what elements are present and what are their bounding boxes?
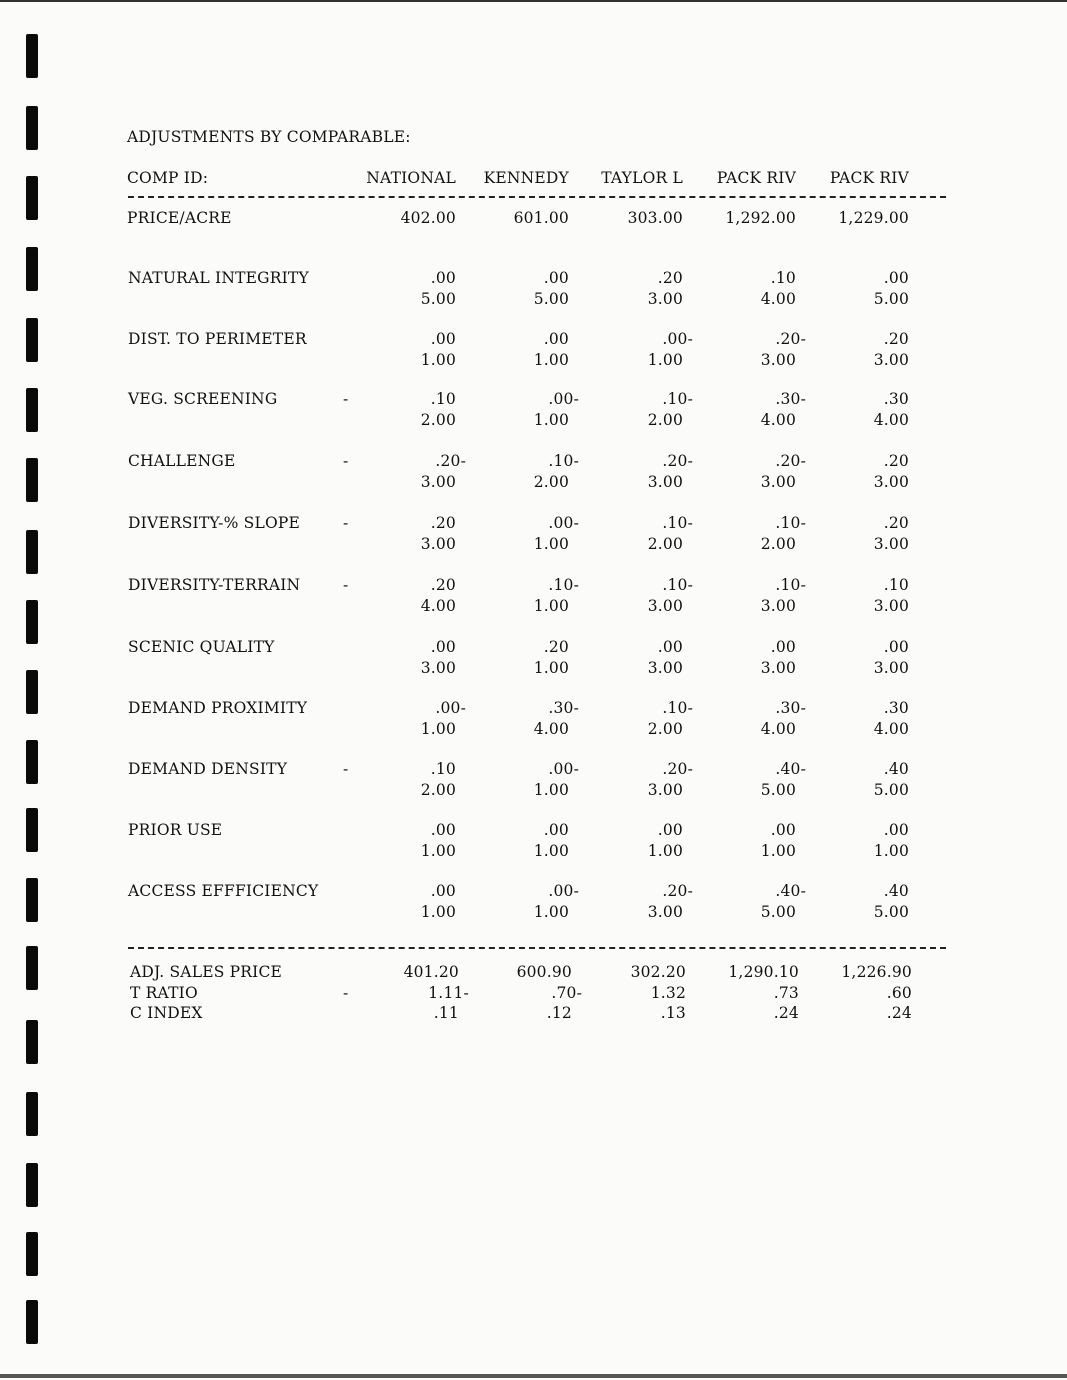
rating-value: 1.00 <box>533 535 569 553</box>
rating-value: 5.00 <box>873 903 909 921</box>
adjustment-value: .00- <box>548 760 579 778</box>
row-sign: - <box>343 390 349 408</box>
rating-value: 1.00 <box>420 720 456 738</box>
adjustment-value: .00 <box>770 638 796 656</box>
header-rule <box>128 196 946 198</box>
price-cell: 303.00 <box>627 209 683 227</box>
adjustment-value: .00 <box>883 269 909 287</box>
binding-hole-mark <box>26 176 38 220</box>
rating-value: 1.00 <box>533 842 569 860</box>
adjustment-value: .20 <box>430 576 456 594</box>
rating-value: 3.00 <box>873 597 909 615</box>
binding-hole-mark <box>26 740 38 784</box>
document-heading: ADJUSTMENTS BY COMPARABLE: <box>127 128 411 146</box>
rating-value: 1.00 <box>533 781 569 799</box>
adjustment-value: .40 <box>883 760 909 778</box>
binding-hole-mark <box>26 318 38 362</box>
row-label: DIVERSITY-% SLOPE <box>128 514 300 532</box>
summary-value: .60 <box>886 984 912 1002</box>
adjustment-value: .20 <box>883 330 909 348</box>
summary-label: ADJ. SALES PRICE <box>130 963 283 981</box>
adjustment-value: .00- <box>435 699 466 717</box>
rating-value: 3.00 <box>420 473 456 491</box>
adjustment-value: .00- <box>548 514 579 532</box>
rating-value: 2.00 <box>647 535 683 553</box>
adjustment-value: .10- <box>662 390 693 408</box>
summary-label: C INDEX <box>130 1004 203 1022</box>
binding-hole-mark <box>26 600 38 644</box>
rating-value: 3.00 <box>760 597 796 615</box>
rating-value: 2.00 <box>533 473 569 491</box>
row-label: ACCESS EFFFICIENCY <box>128 882 319 900</box>
rating-value: 1.00 <box>533 903 569 921</box>
adjustment-value: .10- <box>662 699 693 717</box>
summary-value: 1.32 <box>650 984 686 1002</box>
rating-value: 3.00 <box>647 473 683 491</box>
adjustment-value: .10- <box>548 452 579 470</box>
row-label: SCENIC QUALITY <box>128 638 275 656</box>
summary-value: 1,226.90 <box>841 963 912 981</box>
binding-hole-mark <box>26 1232 38 1276</box>
rating-value: 5.00 <box>760 781 796 799</box>
rating-value: 4.00 <box>760 411 796 429</box>
summary-value: .13 <box>660 1004 686 1022</box>
adjustment-value: .10- <box>548 576 579 594</box>
adjustment-value: .20- <box>662 452 693 470</box>
binding-hole-mark <box>26 878 38 922</box>
rating-value: 1.00 <box>647 842 683 860</box>
rating-value: 1.00 <box>533 597 569 615</box>
row-label: VEG. SCREENING <box>128 390 278 408</box>
rating-value: 5.00 <box>873 290 909 308</box>
adjustment-value: .00 <box>430 269 456 287</box>
summary-value: .11 <box>433 1004 459 1022</box>
adjustment-value: .00 <box>430 882 456 900</box>
rating-value: 3.00 <box>647 597 683 615</box>
row-label: DEMAND DENSITY <box>128 760 288 778</box>
rating-value: 5.00 <box>760 903 796 921</box>
row-sign: - <box>343 760 349 778</box>
price-cell: 1,292.00 <box>725 209 796 227</box>
adjustment-value: .00 <box>430 821 456 839</box>
row-label: NATURAL INTEGRITY <box>128 269 309 287</box>
adjustment-value: .00- <box>662 330 693 348</box>
summary-value: 401.20 <box>403 963 459 981</box>
rating-value: 3.00 <box>647 290 683 308</box>
rating-value: 1.00 <box>420 351 456 369</box>
rating-value: 2.00 <box>647 720 683 738</box>
summary-sign: - <box>343 984 349 1002</box>
binding-hole-mark <box>26 388 38 432</box>
summary-rule <box>128 947 946 949</box>
adjustment-value: .00- <box>548 882 579 900</box>
adjustment-value: .10 <box>430 760 456 778</box>
adjustment-value: .10- <box>662 576 693 594</box>
summary-value: .24 <box>886 1004 912 1022</box>
rating-value: 2.00 <box>420 411 456 429</box>
rating-value: 3.00 <box>647 659 683 677</box>
column-header: KENNEDY <box>483 169 569 187</box>
page-top-edge <box>0 0 1067 2</box>
rating-value: 1.00 <box>420 842 456 860</box>
summary-value: 1.11- <box>428 984 469 1002</box>
adjustment-value: .10 <box>883 576 909 594</box>
adjustment-value: .00 <box>543 821 569 839</box>
adjustment-value: .00 <box>430 330 456 348</box>
rating-value: 3.00 <box>873 351 909 369</box>
row-label: DIVERSITY-TERRAIN <box>128 576 301 594</box>
rating-value: 3.00 <box>760 659 796 677</box>
adjustment-value: .00 <box>430 638 456 656</box>
binding-hole-mark <box>26 670 38 714</box>
price-per-acre-label: PRICE/ACRE <box>127 209 232 227</box>
row-sign: - <box>343 452 349 470</box>
summary-value: .12 <box>546 1004 572 1022</box>
adjustment-value: .40 <box>883 882 909 900</box>
binding-hole-mark <box>26 808 38 852</box>
adjustment-value: .40- <box>775 760 806 778</box>
adjustment-value: .20- <box>662 760 693 778</box>
binding-hole-mark <box>26 530 38 574</box>
adjustment-value: .10 <box>770 269 796 287</box>
summary-value: .70- <box>551 984 582 1002</box>
adjustment-value: .40- <box>775 882 806 900</box>
rating-value: 5.00 <box>533 290 569 308</box>
price-cell: 402.00 <box>400 209 456 227</box>
adjustment-value: .00- <box>548 390 579 408</box>
summary-label: T RATIO <box>130 984 198 1002</box>
rating-value: 4.00 <box>873 720 909 738</box>
summary-value: 302.20 <box>630 963 686 981</box>
summary-value: 1,290.10 <box>728 963 799 981</box>
adjustment-value: .20- <box>775 330 806 348</box>
price-cell: 601.00 <box>513 209 569 227</box>
binding-hole-mark <box>26 106 38 150</box>
summary-value: 600.90 <box>516 963 572 981</box>
adjustment-value: .10 <box>430 390 456 408</box>
adjustment-value: .20 <box>883 514 909 532</box>
binding-hole-mark <box>26 1163 38 1207</box>
rating-value: 1.00 <box>647 351 683 369</box>
adjustment-value: .30- <box>775 699 806 717</box>
rating-value: 3.00 <box>420 659 456 677</box>
summary-value: .24 <box>773 1004 799 1022</box>
adjustment-value: .20- <box>435 452 466 470</box>
binding-hole-mark <box>26 247 38 291</box>
rating-value: 3.00 <box>873 473 909 491</box>
rating-value: 4.00 <box>760 290 796 308</box>
binding-hole-mark <box>26 946 38 990</box>
binding-hole-mark <box>26 458 38 502</box>
adjustment-value: .10- <box>775 514 806 532</box>
column-header: NATIONAL <box>366 169 456 187</box>
adjustment-value: .00 <box>657 638 683 656</box>
rating-value: 1.00 <box>873 842 909 860</box>
binding-hole-mark <box>26 1020 38 1064</box>
rating-value: 3.00 <box>420 535 456 553</box>
column-header: PACK RIV <box>716 169 796 187</box>
rating-value: 3.00 <box>873 659 909 677</box>
adjustment-value: .00 <box>770 821 796 839</box>
rating-value: 2.00 <box>647 411 683 429</box>
adjustment-value: .00 <box>883 638 909 656</box>
adjustment-value: .00 <box>543 330 569 348</box>
rating-value: 1.00 <box>533 659 569 677</box>
adjustment-value: .10- <box>662 514 693 532</box>
rating-value: 3.00 <box>647 781 683 799</box>
row-sign: - <box>343 514 349 532</box>
adjustment-value: .00 <box>883 821 909 839</box>
binding-hole-mark <box>26 1092 38 1136</box>
adjustment-value: .30- <box>775 390 806 408</box>
binding-hole-mark <box>26 1300 38 1344</box>
rating-value: 5.00 <box>420 290 456 308</box>
column-header: PACK RIV <box>829 169 909 187</box>
rating-value: 3.00 <box>873 535 909 553</box>
price-cell: 1,229.00 <box>838 209 909 227</box>
rating-value: 2.00 <box>420 781 456 799</box>
adjustment-value: .30 <box>883 390 909 408</box>
adjustment-value: .20 <box>430 514 456 532</box>
comp-id-label: COMP ID: <box>127 169 209 187</box>
row-label: CHALLENGE <box>128 452 236 470</box>
adjustment-value: .20- <box>662 882 693 900</box>
adjustment-value: .20 <box>657 269 683 287</box>
rating-value: 4.00 <box>873 411 909 429</box>
rating-value: 5.00 <box>873 781 909 799</box>
row-label: DIST. TO PERIMETER <box>128 330 307 348</box>
row-label: DEMAND PROXIMITY <box>128 699 308 717</box>
summary-value: .73 <box>773 984 799 1002</box>
rating-value: 4.00 <box>760 720 796 738</box>
row-sign: - <box>343 576 349 594</box>
rating-value: 1.00 <box>533 411 569 429</box>
rating-value: 1.00 <box>420 903 456 921</box>
row-label: PRIOR USE <box>128 821 223 839</box>
binding-hole-mark <box>26 34 38 78</box>
adjustment-value: .20 <box>543 638 569 656</box>
rating-value: 1.00 <box>533 351 569 369</box>
rating-value: 4.00 <box>533 720 569 738</box>
rating-value: 1.00 <box>760 842 796 860</box>
page-bottom-edge <box>0 1374 1067 1378</box>
rating-value: 3.00 <box>760 351 796 369</box>
adjustment-value: .00 <box>657 821 683 839</box>
adjustment-value: .10- <box>775 576 806 594</box>
rating-value: 2.00 <box>760 535 796 553</box>
adjustment-value: .00 <box>543 269 569 287</box>
adjustment-value: .20 <box>883 452 909 470</box>
rating-value: 3.00 <box>760 473 796 491</box>
adjustment-value: .30- <box>548 699 579 717</box>
adjustment-value: .20- <box>775 452 806 470</box>
adjustment-value: .30 <box>883 699 909 717</box>
rating-value: 3.00 <box>647 903 683 921</box>
column-header: TAYLOR L <box>601 169 683 187</box>
rating-value: 4.00 <box>420 597 456 615</box>
